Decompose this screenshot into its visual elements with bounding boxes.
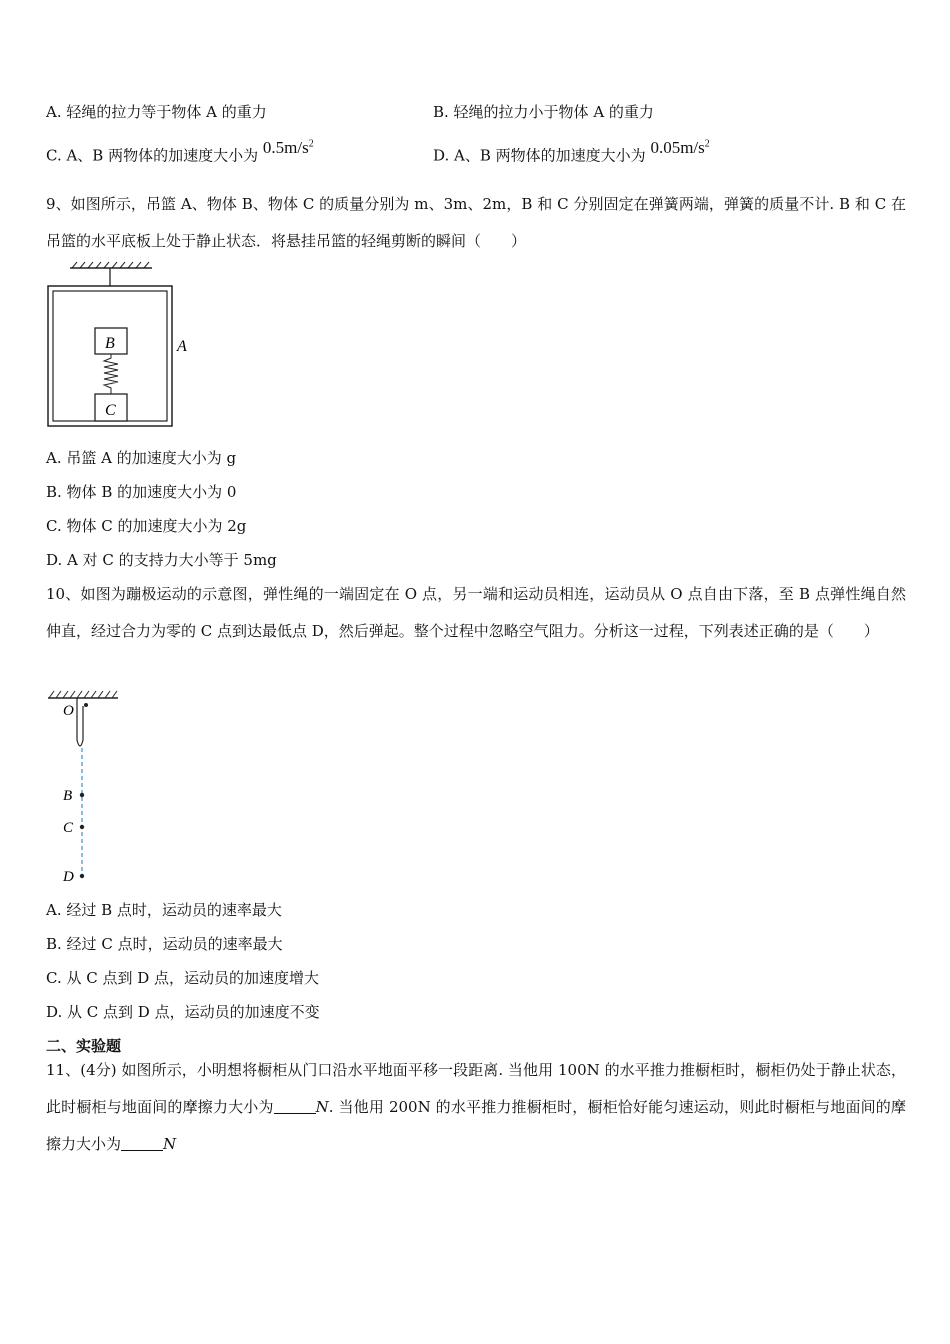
q10-option-d: D. 从 C 点到 D 点，运动员的加速度不变 (46, 1003, 320, 1021)
q10-figure-label-o: O (63, 703, 74, 719)
q9-option-d: D. A 对 C 的支持力大小等于 5mg (46, 551, 277, 569)
q9-figure (40, 262, 200, 432)
q8-option-d (433, 137, 710, 166)
q8-option-a: A. 轻绳的拉力等于物体 A 的重力 (46, 103, 267, 121)
q11-stem (46, 1052, 906, 1163)
q8-option-d-value: $0.05m/s^2$ (650, 137, 710, 157)
section-title: 二、实验题 (46, 1037, 122, 1055)
q11-unit-2: N (163, 1135, 177, 1153)
q9-figure-label-a: A (177, 338, 187, 355)
q10-option-b: B. 经过 C 点时，运动员的速率最大 (46, 935, 283, 953)
q8-option-c (46, 137, 314, 166)
q9-figure-label-b: B (105, 335, 115, 352)
q8-option-d-text: D. A、B 两物体的加速度大小为 (433, 146, 646, 165)
q10-figure-label-c: C (63, 820, 74, 836)
q9-option-a: A. 吊篮 A 的加速度大小为 g (46, 449, 237, 467)
q11-part2: . 当他用 200N 的水平推力推橱柜时，橱柜恰好能匀速运动，则此时橱柜与地面间的摩擦力大小为 (46, 1098, 906, 1153)
q8-option-c-text: C. A、B 两物体的加速度大小为 (46, 146, 259, 165)
q9-figure-label-c: C (105, 402, 116, 419)
q9-option-b: B. 物体 B 的加速度大小为 0 (46, 483, 237, 501)
q10-figure-label-b: B (63, 788, 73, 804)
q11-unit-1: N (315, 1098, 329, 1116)
q10-figure (44, 688, 134, 888)
q10-option-a: A. 经过 B 点时，运动员的速率最大 (46, 901, 282, 919)
q8-option-c-value: $0.5m/s^2$ (262, 137, 314, 157)
q11-part1: 11、(4分) 如图所示，小明想将橱柜从门口沿水平地面平移一段距离. 当他用 100N 的水平推力推橱柜时，橱柜仍处于静止状态，此时橱柜与地面间的摩擦力大小为 (46, 1061, 906, 1116)
q11-blank-1 (274, 1099, 316, 1114)
q9-stem: 9、如图所示，吊篮 A、物体 B、物体 C 的质量分别为 m、3m、2m，B 和 C 分别固定在弹簧两端，弹簧的质量不计. B 和 C 在吊篮的水平底板上处于静止状态．将悬挂吊篮的轻绳剪断的瞬间（ ） (46, 195, 906, 250)
q8-option-b: B. 轻绳的拉力小于物体 A 的重力 (433, 103, 654, 121)
q9-option-c: C. 物体 C 的加速度大小为 2g (46, 517, 247, 535)
q11-blank-2 (121, 1136, 163, 1151)
q10-figure-label-d: D (63, 869, 74, 885)
q10-option-c: C. 从 C 点到 D 点，运动员的加速度增大 (46, 969, 320, 987)
q10-stem: 10、如图为蹦极运动的示意图，弹性绳的一端固定在 O 点，另一端和运动员相连，运动员从 O 点自由下落，至 B 点弹性绳自然伸直，经过合力为零的 C 点到达最低点 D，然后弹起。整个过程中忽略空气阻力。分析这一过程，下列表述正确的是（ ） (46, 585, 906, 640)
